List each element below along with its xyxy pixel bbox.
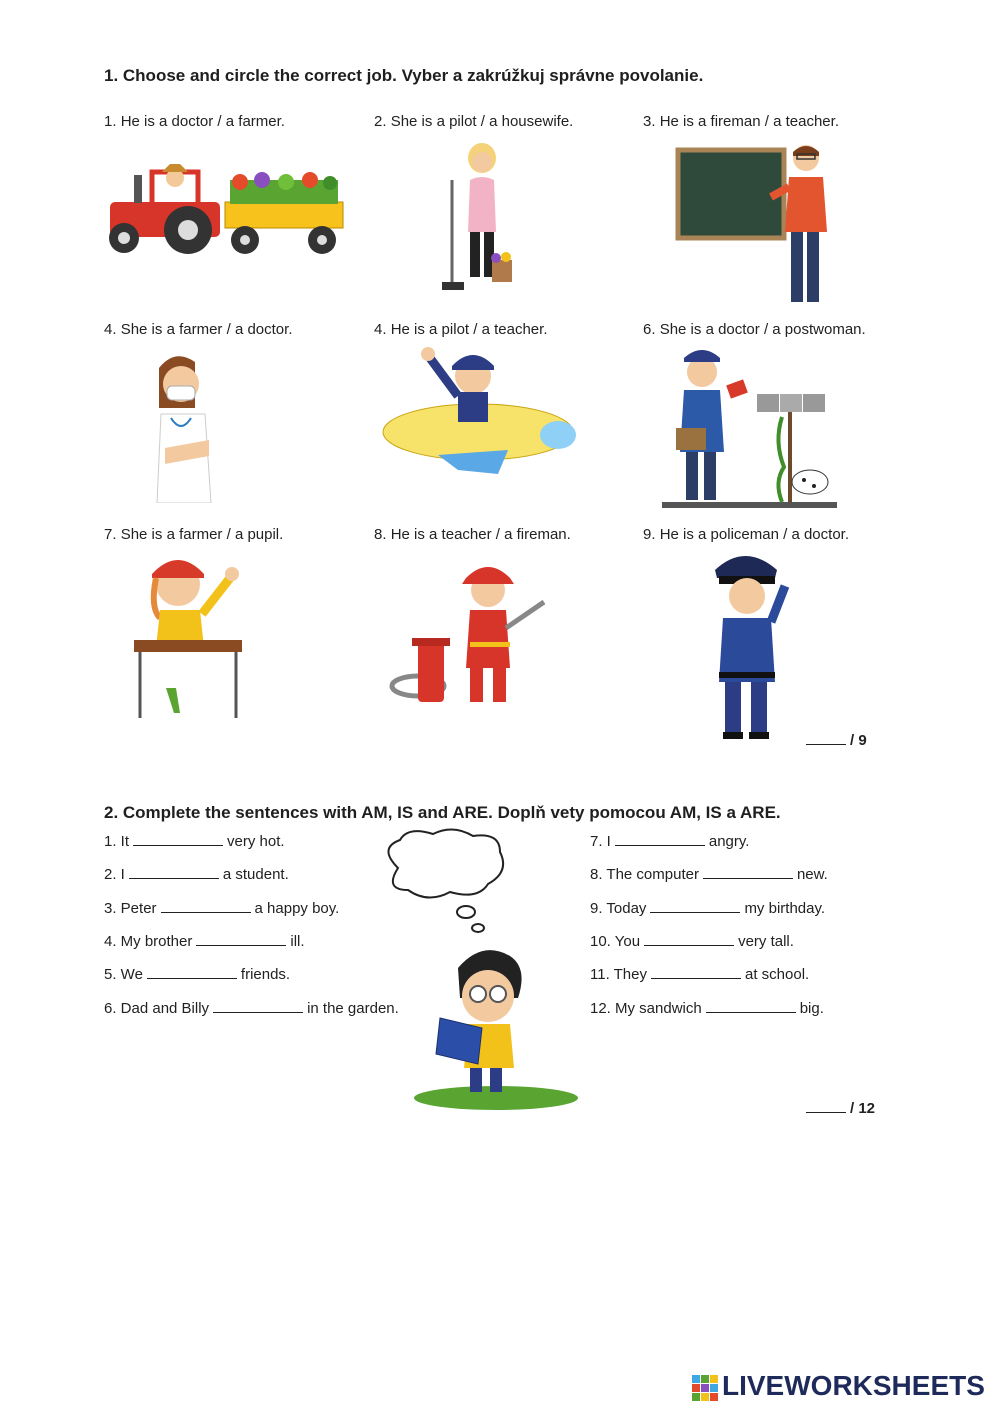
- ex1-item-1: 1. He is a doctor / a farmer.: [104, 113, 285, 130]
- ex1-item-3: 3. He is a fireman / a teacher.: [643, 113, 839, 130]
- fireman-illustration: [388, 558, 553, 710]
- ex1-item-8: 8. He is a teacher / a fireman.: [374, 526, 571, 543]
- exercise2-score: / 12: [806, 1100, 875, 1117]
- ex2-blank-3[interactable]: [161, 900, 251, 913]
- ex1-item-6-option-a[interactable]: a doctor: [705, 321, 760, 338]
- ex1-item-3-option-b[interactable]: a teacher: [773, 113, 835, 130]
- ex2-sentence-12: 12. My sandwich big.: [590, 1000, 824, 1017]
- policeman-illustration: [705, 546, 795, 741]
- ex2-sentence-1: 1. It very hot.: [104, 833, 285, 850]
- ex2-sentence-7: 7. I angry.: [590, 833, 750, 850]
- exercise1-score: / 9: [806, 732, 867, 749]
- ex1-item-8-option-a[interactable]: a teacher: [429, 526, 492, 543]
- ex1-item-2-option-b[interactable]: a housewife: [489, 113, 570, 130]
- liveworksheets-logo: LIVEWORKSHEETS: [692, 1370, 985, 1402]
- ex1-item-2: 2. She is a pilot / a housewife.: [374, 113, 574, 130]
- ex1-item-8-option-b[interactable]: a fireman: [504, 526, 567, 543]
- ex2-blank-12[interactable]: [706, 1000, 796, 1013]
- ex2-sentence-2: 2. I a student.: [104, 866, 289, 883]
- ex2-sentence-11: 11. They at school.: [590, 966, 810, 983]
- ex2-sentence-3: 3. Peter a happy boy.: [104, 900, 340, 917]
- ex2-blank-5[interactable]: [147, 966, 237, 979]
- ex2-blank-7[interactable]: [615, 833, 705, 846]
- farmer-tractor-illustration: [100, 150, 350, 260]
- exercise1-score-blank[interactable]: [806, 734, 846, 745]
- ex1-item-9-option-b[interactable]: a doctor: [791, 526, 845, 543]
- ex1-item-7-option-b[interactable]: a pupil: [234, 526, 280, 543]
- doctor-illustration: [145, 348, 225, 503]
- ex1-item-7-option-a[interactable]: a farmer: [166, 526, 223, 543]
- exercise2-score-blank[interactable]: [806, 1102, 846, 1113]
- ex1-item-1-option-b[interactable]: a farmer: [225, 113, 281, 130]
- ex2-blank-8[interactable]: [703, 866, 793, 879]
- ex2-blank-10[interactable]: [644, 933, 734, 946]
- ex2-blank-6[interactable]: [213, 1000, 303, 1013]
- exercise1-title: 1. Choose and circle the correct job. Vyber a zakrúžkuj správne povolanie.: [104, 66, 704, 85]
- teacher-illustration: [675, 142, 835, 310]
- ex1-item-1-option-a[interactable]: a doctor: [159, 113, 214, 130]
- ex2-sentence-9: 9. Today my birthday.: [590, 900, 826, 917]
- ex2-blank-11[interactable]: [651, 966, 741, 979]
- ex2-sentence-10: 10. You very tall.: [590, 933, 794, 950]
- ex1-item-4-option-b[interactable]: a doctor: [234, 321, 289, 338]
- ex2-sentence-8: 8. The computer new.: [590, 866, 828, 883]
- ex2-sentence-6: 6. Dad and Billy in the garden.: [104, 1000, 399, 1017]
- liveworksheets-mark-icon: [692, 1375, 718, 1401]
- pilot-plane-illustration: [378, 340, 583, 475]
- housewife-illustration: [430, 140, 530, 295]
- ex1-item-9-option-a[interactable]: a policeman: [698, 526, 779, 543]
- ex1-item-2-option-a[interactable]: a pilot: [436, 113, 477, 130]
- ex1-item-5-option-a[interactable]: a pilot: [429, 321, 470, 338]
- ex2-blank-9[interactable]: [650, 900, 740, 913]
- ex2-blank-1[interactable]: [133, 833, 223, 846]
- pupil-illustration: [130, 548, 250, 720]
- ex2-sentence-5: 5. We friends.: [104, 966, 291, 983]
- exercise2-title: 2. Complete the sentences with AM, IS and ARE. Doplň vety pomocou AM, IS a ARE.: [104, 803, 781, 822]
- ex1-item-9: 9. He is a policeman / a doctor.: [643, 526, 849, 543]
- ex2-blank-4[interactable]: [196, 933, 286, 946]
- ex1-item-5: 4. He is a pilot / a teacher.: [374, 321, 548, 338]
- ex2-blank-2[interactable]: [129, 866, 219, 879]
- ex1-item-6-option-b[interactable]: a postwoman: [772, 321, 862, 338]
- ex2-sentence-4: 4. My brother ill.: [104, 933, 305, 950]
- ex1-item-3-option-a[interactable]: a fireman: [698, 113, 761, 130]
- ex1-item-4-option-a[interactable]: a farmer: [166, 321, 223, 338]
- postwoman-illustration: [662, 342, 837, 510]
- ex1-item-5-option-b[interactable]: a teacher: [481, 321, 544, 338]
- ex1-item-6: 6. She is a doctor / a postwoman.: [643, 321, 866, 338]
- ex1-item-4: 4. She is a farmer / a doctor.: [104, 321, 293, 338]
- thinking-boy-illustration: [378, 828, 588, 1118]
- ex1-item-7: 7. She is a farmer / a pupil.: [104, 526, 284, 543]
